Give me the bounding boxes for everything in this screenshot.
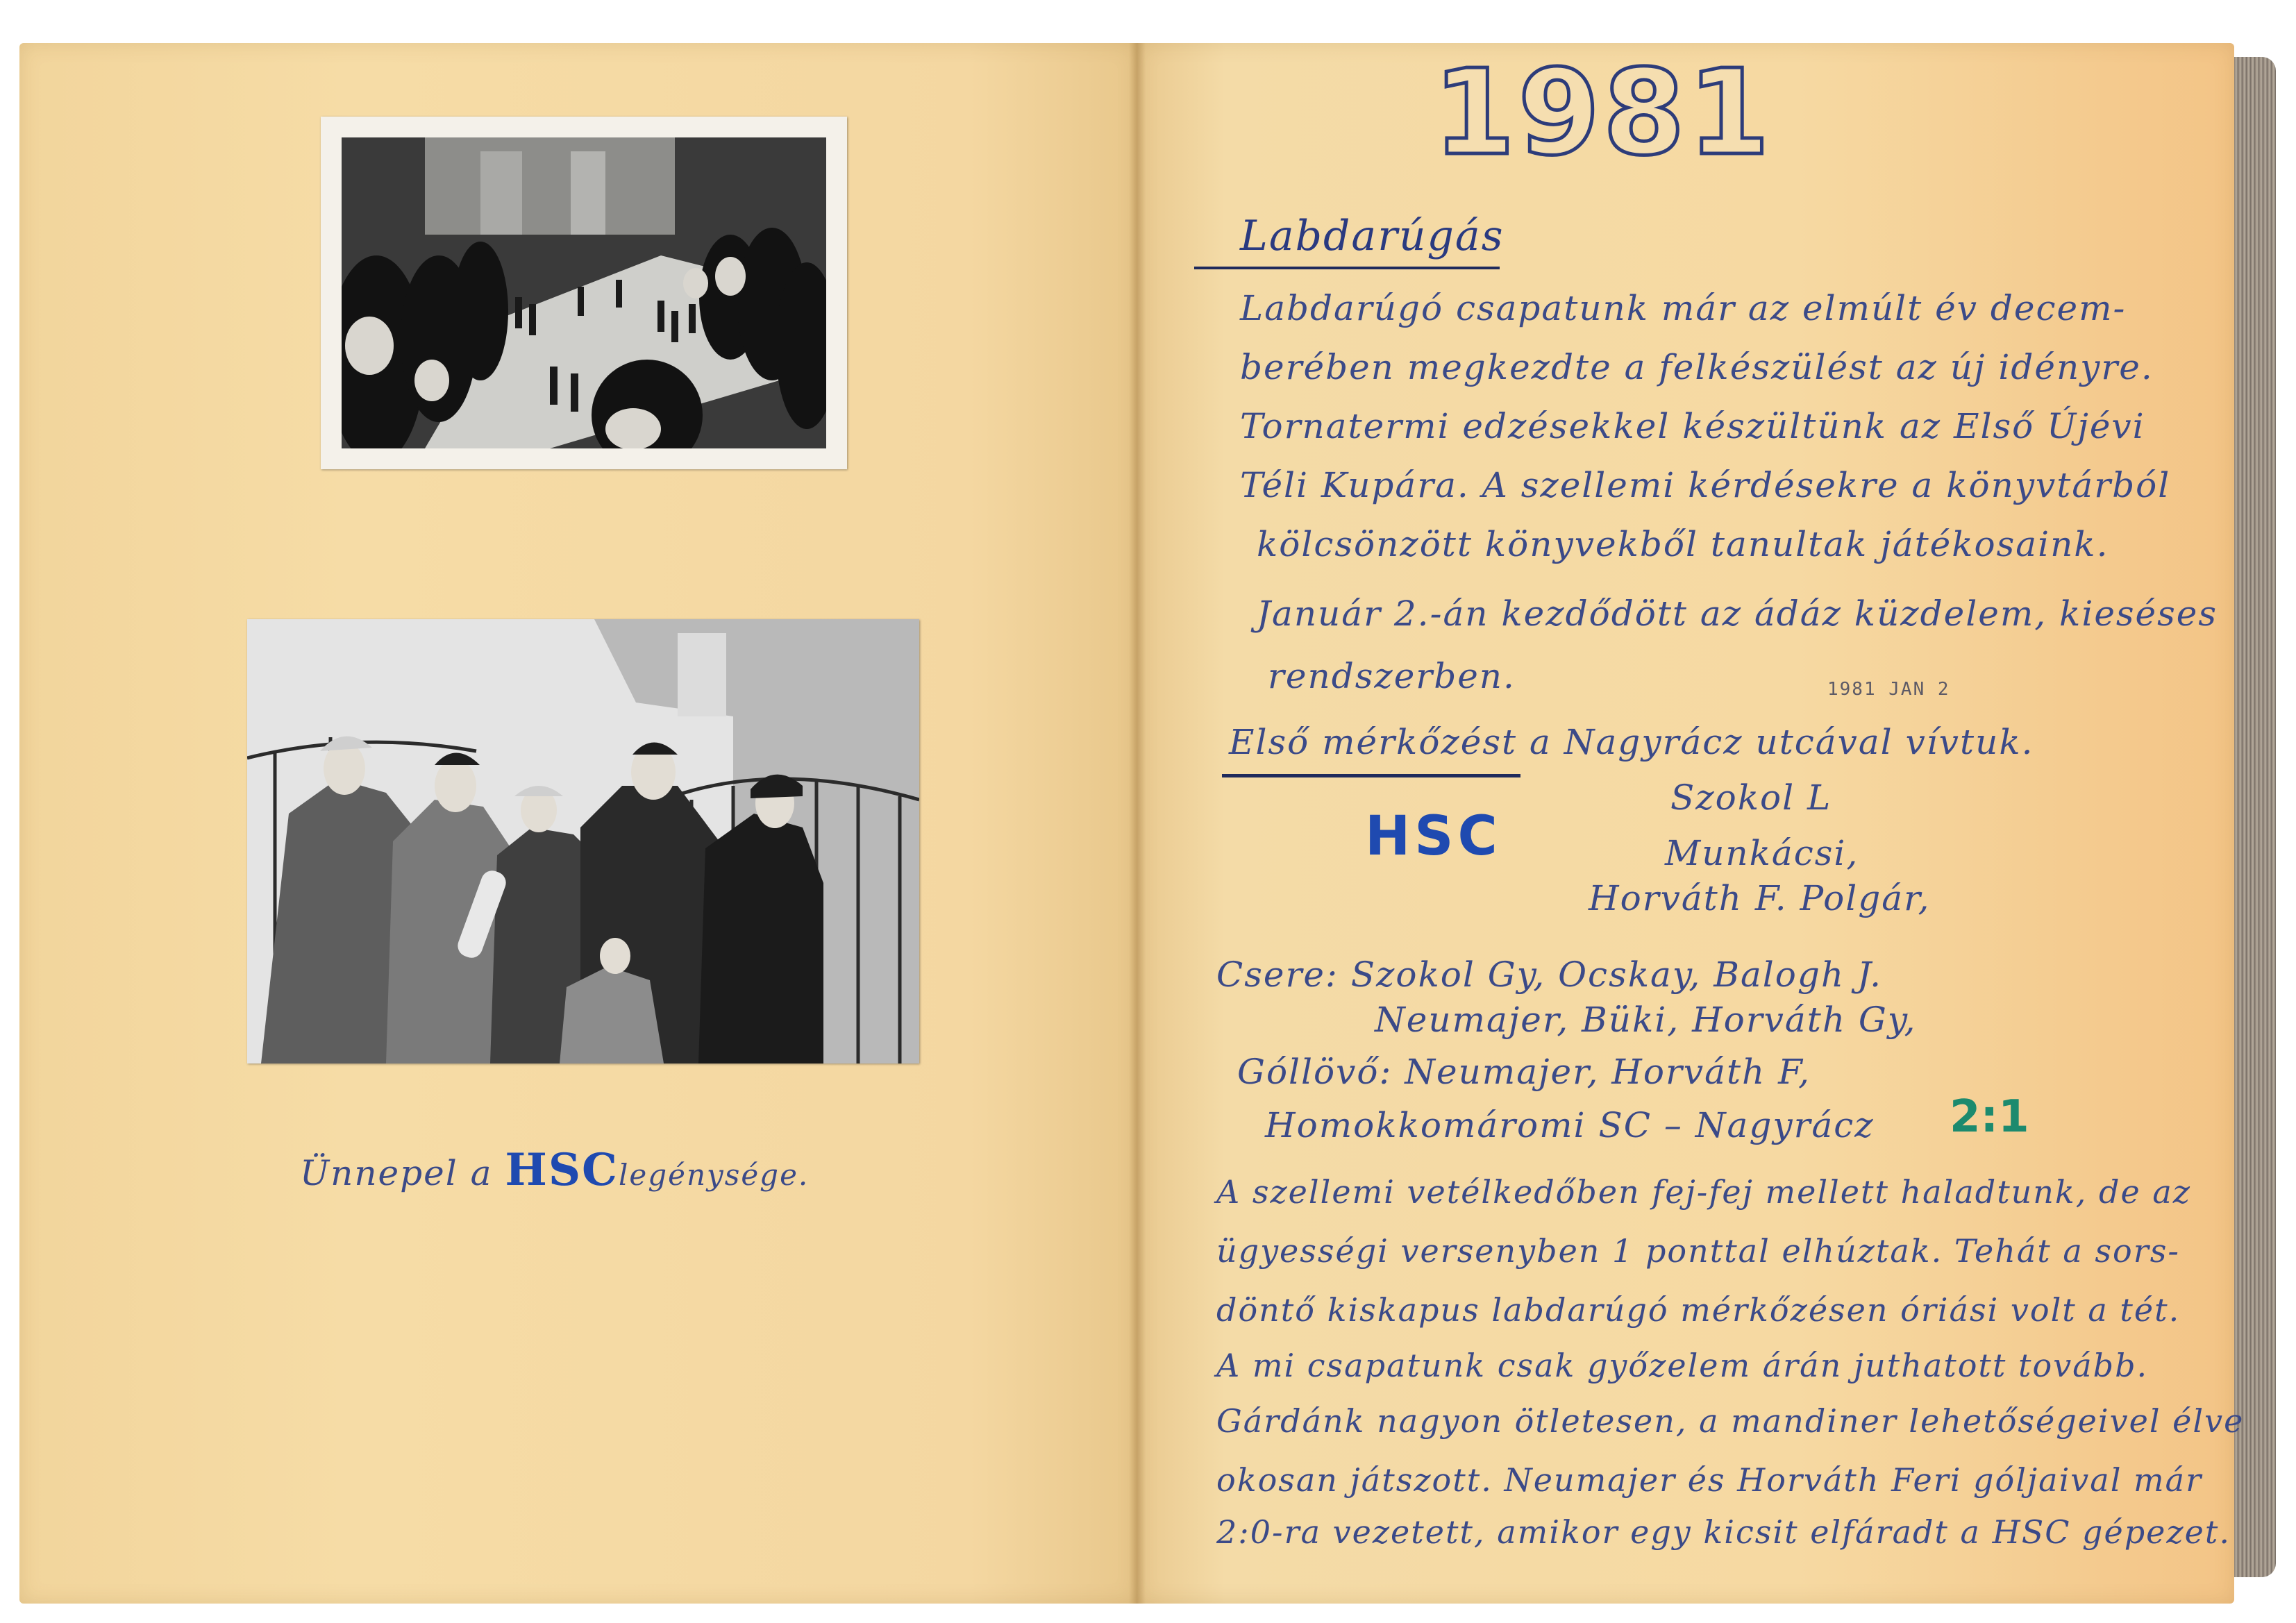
paragraph2-line-4: A mi csapatunk csak győzelem árán juthatott tovább. [1216,1347,2149,1384]
paragraph1-line-1: Labdarúgó csapatunk már az elmúlt év decem- [1240,288,2127,328]
banquet-photo-image [342,137,826,448]
heading-underline [1194,267,1500,269]
first-match-rest: a Nagyrácz utcával vívtuk. [1530,722,2034,762]
result-dash: – [1664,1105,1683,1145]
paragraph1-line-6: Január 2.-án kezdődött az ádáz küzdelem, kieséses [1257,594,2218,634]
paragraph2-line-5: Gárdánk nagyon ötletesen, a mandiner lehetőségeivel élve [1216,1402,2245,1440]
year-title: 1981 [1433,44,1773,182]
paragraph1-line-5: kölcsönzött könyvekből tanultak játékosaink. [1257,524,2109,564]
subs-line-1 [1216,955,1882,995]
paragraph2-line-1: A szellemi vetélkedőben fej-fej mellett haladtunk, de az [1216,1173,2191,1211]
subs-line-2: Neumajer, Büki, Horváth Gy, [1375,1000,1917,1040]
paragraph1-line-4: Téli Kupára. A szellemi kérdésekre a könyvtárból [1240,465,2171,505]
first-match-underline [1222,774,1520,777]
result-line [1265,1105,1875,1145]
section-heading: Labdarúgás [1240,212,1505,260]
paragraph2-line-3: döntő kiskapus labdarúgó mérkőzésen óriási volt a tét. [1216,1291,2181,1329]
subs-names-1: Szokol Gy, Ocskay, Balogh J. [1350,955,1883,995]
team-photo [247,619,919,1063]
paragraph2-line-2: ügyességi versenyben 1 ponttal elhúztak. Tehát a sors- [1216,1232,2180,1270]
page-edges [2234,57,2276,1577]
result-home: Homokkomáromi SC [1265,1105,1652,1145]
paragraph1-line-7: rendszerben. [1268,656,1516,696]
lineup-line-3: Horváth F. Polgár, [1589,878,1931,918]
result-away: Nagyrácz [1695,1105,1875,1145]
paragraph1-line-2: berében megkezdte a felkészülést az új idényre. [1240,347,2154,387]
paragraph2-line-7: 2:0-ra vezetett, amikor egy kicsit elfáradt a HSC gépezet. [1216,1513,2231,1551]
photo-caption [300,1144,809,1196]
caption-before: Ünnepel a [300,1153,493,1193]
team-photo-image [247,619,919,1063]
paragraph1-line-3: Tornatermi edzésekkel készültünk az Első Újévi [1240,406,2145,446]
first-match-line [1229,722,2034,762]
scorers-line [1237,1052,1811,1092]
paragraph2-line-6: okosan játszott. Neumajer és Horváth Feri góljaival már [1216,1461,2203,1499]
scorers-label: Góllövő: [1237,1052,1393,1092]
lineup-line-2: Munkácsi, [1665,833,1859,873]
caption-hsc: HSC [505,1144,619,1196]
album-spine [1129,43,1146,1604]
caption-after: legénysége. [618,1158,810,1192]
date-stamp: 1981 JAN 2 [1827,679,1950,700]
first-match-underlined: Első mérkőzést [1229,722,1518,762]
scorers-names: Neumajer, Horváth F, [1405,1052,1811,1092]
lineup-line-1: Szokol L [1670,777,1832,818]
banquet-photo [321,117,847,469]
lineup-team-logo: HSC [1365,805,1502,868]
subs-label: Csere: [1216,955,1339,995]
result-score: 2:1 [1950,1091,2029,1143]
